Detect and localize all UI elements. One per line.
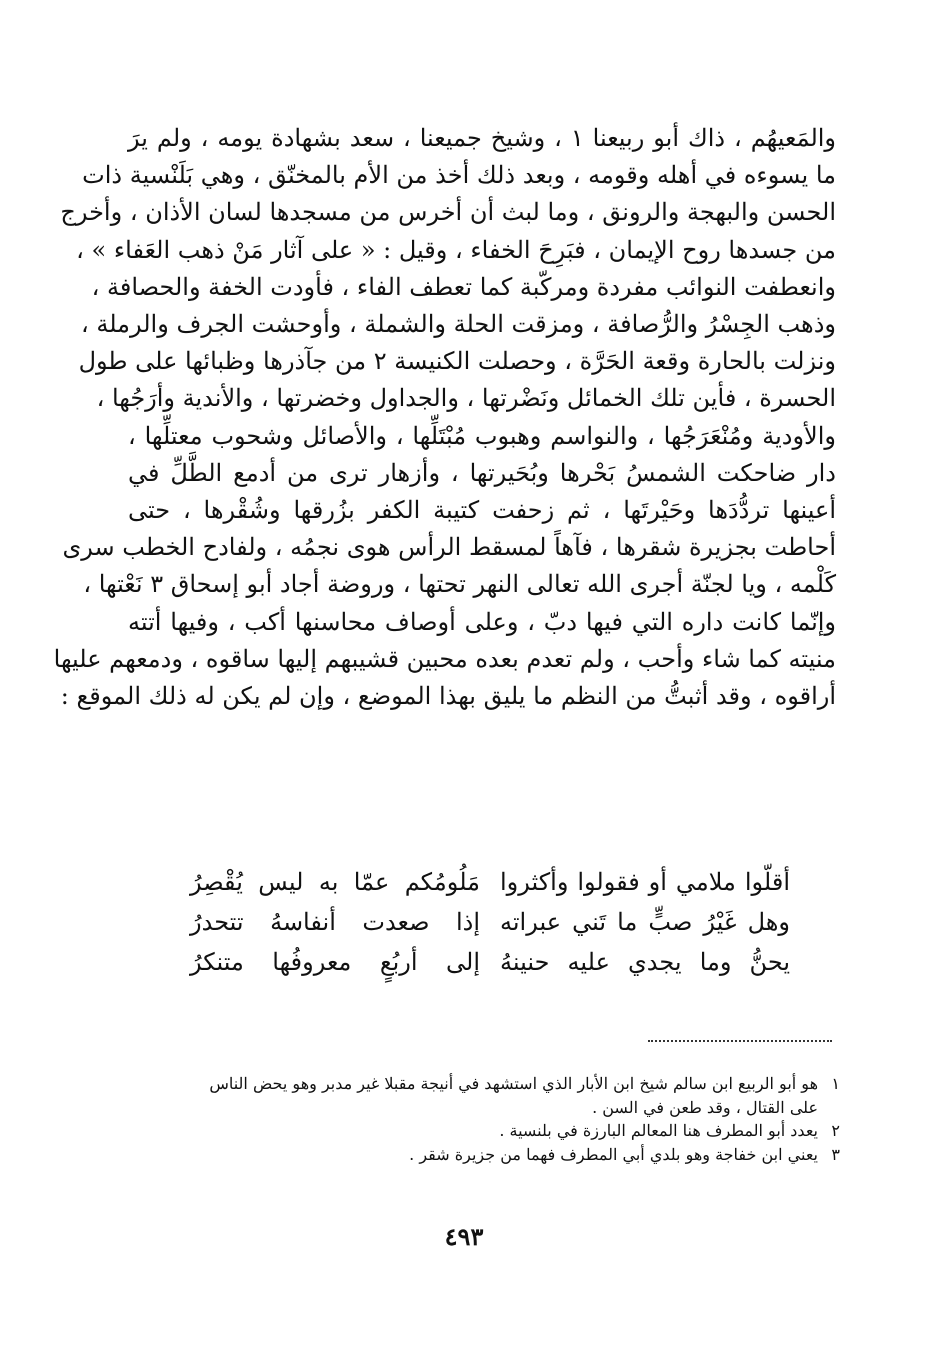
body-line: والأودية ومُنْعَرَجُها ، والنواسم وهبوب مُبْتَلِّها ، والأصائل وشحوب معتلِّها ، <box>128 421 836 450</box>
footnote <box>140 1119 840 1143</box>
body-line: ما يسوءه في أهله وقومه ، وبعد ذلك أخذ من الأم بالمخنّق ، وهي بَلَنْسية ذات <box>82 161 836 190</box>
body-line: وذهب الجِسْرُ والرُّصافة ، ومزقت الحلة والشملة ، وأوحشت الجرف والرملة ، <box>80 310 836 339</box>
verse-first-hemistich: يحنُّ وما يجدي عليه حنينهُ <box>500 948 790 976</box>
body-line: أراقوه ، وقد أثبتُّ من النظم ما يليق بهذا الموضع ، وإن لم يكن له ذلك الموقع : <box>60 682 836 711</box>
body-line: كَلْمه ، ويا لجنّة أجرى الله تعالى النهر تحتها ، وروضة أجاد أبو إسحاق ٣ نَعْتها ، <box>83 570 836 599</box>
footnote-text: يعدد أبو المطرف هنا المعالم البارزة في بلنسية . <box>499 1121 818 1140</box>
footnote-text: هو أبو الربيع ابن سالم شيخ ابن الأبار الذي استشهد في أنيجة مقبلا غير مدبر وهو يحض الناس <box>209 1074 818 1093</box>
footnote-number: ٢ <box>831 1121 840 1140</box>
verse-second-hemistich: مَلُومُكم عمّا به ليس يُقْصِرُ <box>190 868 480 896</box>
footnote-continuation: على القتال ، وقد طعن في السن . <box>592 1097 818 1117</box>
footnote-number: ١ <box>831 1074 840 1093</box>
verse <box>190 902 790 942</box>
body-line: أعينها تردُّدَها وحَيْرتَها ، ثم زحفت كتيبة الكفر بزُرقها وشُقْرها ، حتى <box>128 496 836 525</box>
body-line: دار ضاحكت الشمسُ بَحْرها وبُحَيرتها ، وأزهار ترى من أدمع الطَّلِّ في <box>128 458 836 487</box>
footnote-text: يعني ابن خفاجة وهو بلدي أبي المطرف فهما من جزيرة شقر . <box>409 1144 818 1164</box>
footnotes <box>140 1072 840 1166</box>
body-line: ونزلت بالحارة وقعة الحَرَّة ، وحصلت الكنيسة ٢ من جآذرها وظبائها على طول <box>78 347 836 376</box>
body-line: الحسن والبهجة والرونق ، وما لبث أن أخرس من مسجدها لسان الأذان ، وأخرج <box>60 198 836 227</box>
body-line: من جسدها روح الإيمان ، فبَرِحَ الخفاء ، وقيل : « على آثار مَنْ ذهب العَفاء » ، <box>76 235 836 264</box>
body-text <box>53 120 837 715</box>
body-line: وإنّما كانت داره التي فيها دبّ ، وعلى أوصاف محاسنها أكب ، وفيها أتته <box>128 607 836 636</box>
body-line: وانعطفت النوائب مفردة ومركّبة كما تعطف الفاء ، فأودت الخفة والحصافة ، <box>91 272 836 301</box>
footnote <box>140 1143 840 1167</box>
body-line: الحسرة ، فأين تلك الخمائل ونَضْرتها ، والجداول وخضرتها ، والأندية وأرَجُها ، <box>96 384 836 413</box>
footnote-divider <box>648 1040 832 1042</box>
verse <box>190 942 790 982</box>
body-line: والمَعيهُم ، ذاك أبو ربيعنا ١ ، وشيخ جميعنا ، سعد بشهادة يومه ، ولم يرَ <box>128 124 837 152</box>
verse-first-hemistich: وهل غَيْرُ صبٍّ ما تَني عبراته <box>500 908 790 936</box>
verse-first-hemistich: أقلّوا ملامي أو فقولوا وأكثروا <box>500 868 790 896</box>
verse-second-hemistich: إذا صعدت أنفاسهُ تتحدرُ <box>190 908 480 936</box>
verse <box>190 862 790 902</box>
footnote-number: ٣ <box>831 1144 840 1164</box>
verse-second-hemistich: إلى أربُعٍ معروفُها متنكرُ <box>190 948 480 976</box>
poem-verses <box>190 862 790 982</box>
body-line: أحاطت بجزيرة شقرها ، فآهاً لمسقط الرأس هوى نجمُه ، ولفادح الخطب سرى <box>62 533 836 562</box>
body-line: منيته كما شاء وأحب ، ولم تعدم بعده محبين قشيبهم إليها ساقوه ، ودمعهم عليها <box>53 644 836 673</box>
page-number: ٤٩٣ <box>444 1222 484 1251</box>
footnote <box>140 1072 840 1096</box>
